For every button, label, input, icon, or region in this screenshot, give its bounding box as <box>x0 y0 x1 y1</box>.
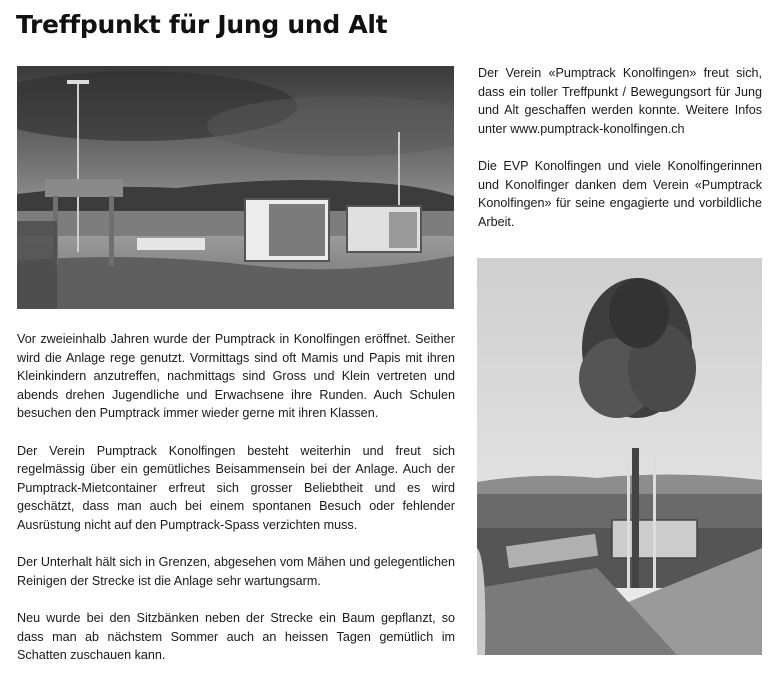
paragraph: Die EVP Konolfingen und viele Konolfingerinnen und Konolfinger danken dem Verein «Pumptrack Konolfingen» für seine engagierte und vorbildliche Arbeit. <box>478 158 762 229</box>
tree-photo-illustration <box>477 258 762 655</box>
paragraph: Der Verein Pumptrack Konolfingen besteht weiterhin und freut sich regelmässig über ein gemütliches Beisammensein bei der Anlage. Auch der Pumptrack-Mietcontainer erfreut sich grosser Beliebtheit und es wird geschätzt, dass man auch bei einem spontanen Besuch oder fehlender Ausrüstung nicht auf den Pumptrack-Spass verzichten muss. <box>17 443 455 532</box>
left-column-text <box>17 330 455 665</box>
tree-photo <box>477 258 762 655</box>
paragraph: Der Verein «Pumptrack Konolfingen» freut sich, dass ein toller Treffpunkt / Bewegungsort für Jung und Alt geschaffen werden konnte. Weitere Infos unter www.pumptrack-konolfingen.ch <box>478 66 762 136</box>
right-column-text <box>478 64 762 231</box>
paragraph: Neu wurde bei den Sitzbänken neben der Strecke ein Baum gepflanzt, so dass man ab nächstem Sommer auch an heissen Tagen gemütlich im Schatten zuschauen kann. <box>17 610 455 663</box>
pumptrack-photo <box>17 66 454 309</box>
article-title: Treffpunkt für Jung und Alt <box>16 10 388 39</box>
paragraph: Der Unterhalt hält sich in Grenzen, abgesehen vom Mähen und gelegentlichen Reinigen der Strecke ist die Anlage sehr wartungsarm. <box>17 555 455 588</box>
paragraph: Vor zweieinhalb Jahren wurde der Pumptrack in Konolfingen eröffnet. Seither wird die Anlage rege genutzt. Vormittags sind oft Mamis und Papis mit ihren Kleinkindern anzutreffen, nachmittags sind Gross und Klein vertreten und abends drehen Jugendliche und Erwachsene ihre Runden. Auch Schulen besuchen den Pumptrack immer wieder gerne mit ihren Klassen. <box>17 332 455 421</box>
pumptrack-photo-illustration <box>17 66 454 309</box>
